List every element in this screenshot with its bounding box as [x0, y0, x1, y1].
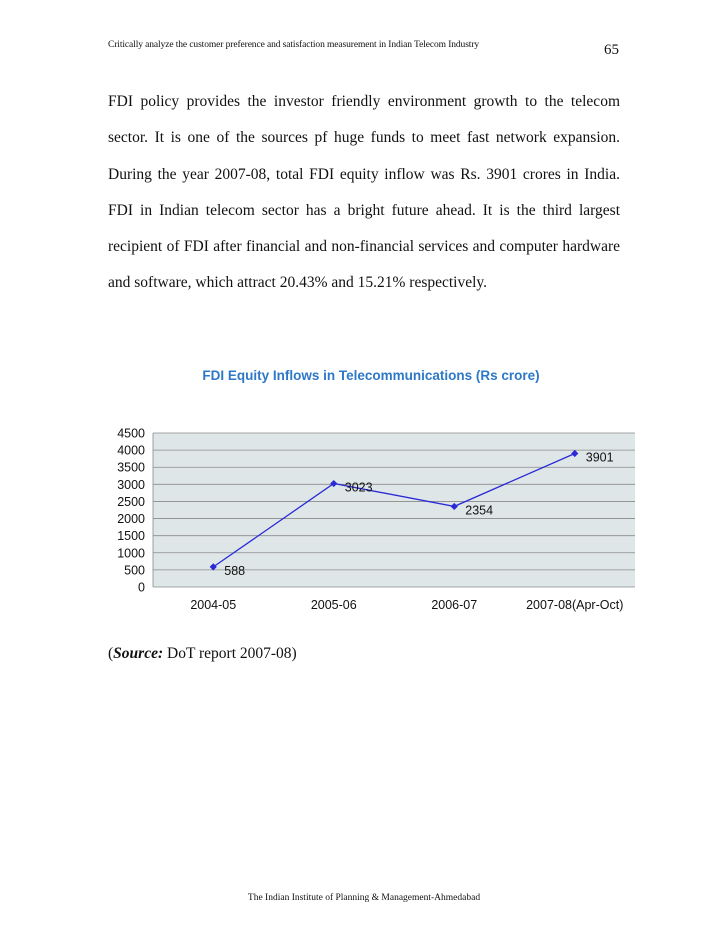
- chart-title: FDI Equity Inflows in Telecommunications (Rs crore): [202, 368, 540, 383]
- source-label: Source:: [113, 645, 164, 662]
- data-value-label: 2354: [465, 503, 494, 518]
- y-tick-label: 1000: [117, 546, 145, 561]
- y-tick-label: 500: [124, 563, 145, 578]
- page-footer: The Indian Institute of Planning & Management-Ahmedabad: [247, 893, 481, 903]
- running-header-title: Critically analyze the customer preference and satisfaction measurement in Indian Telecom Industry: [108, 40, 480, 50]
- data-value-label: 3901: [585, 450, 614, 465]
- y-tick-label: 0: [138, 580, 145, 595]
- source-text: DoT report 2007-08): [163, 645, 297, 662]
- x-category-label: 2004-05: [190, 598, 237, 612]
- data-value-label: 3023: [344, 480, 373, 495]
- source-open-paren: (: [108, 645, 114, 662]
- fdi-chart: [103, 354, 639, 620]
- y-tick-label: 2000: [117, 512, 145, 527]
- y-tick-label: 2500: [117, 494, 145, 509]
- data-value-label: 588: [224, 563, 246, 578]
- y-tick-label: 1500: [117, 529, 145, 544]
- source-citation: [108, 645, 297, 663]
- body-paragraph: FDI policy provides the investor friendly environment growth to the telecom sector. It is one of the sources pf huge funds to meet fast network expansion. During the year 2007-08, total FDI equity inflow was Rs. 3901 crores in India. FDI in Indian telecom sector has a bright future ahead. It is the third largest recipient of FDI after financial and non-financial services and computer hardware and software, which attract 20.43% and 15.21% respectively.: [108, 93, 620, 292]
- page-number: 65: [604, 42, 619, 58]
- y-tick-label: 3500: [117, 460, 145, 475]
- y-tick-label: 3000: [117, 477, 145, 492]
- x-category-label: 2007-08(Apr-Oct): [526, 598, 624, 612]
- chart-canvas: [103, 354, 639, 620]
- x-category-label: 2005-06: [310, 598, 357, 612]
- y-tick-label: 4000: [117, 443, 145, 458]
- x-category-label: 2006-07: [431, 598, 478, 612]
- y-tick-label: 4500: [117, 426, 145, 441]
